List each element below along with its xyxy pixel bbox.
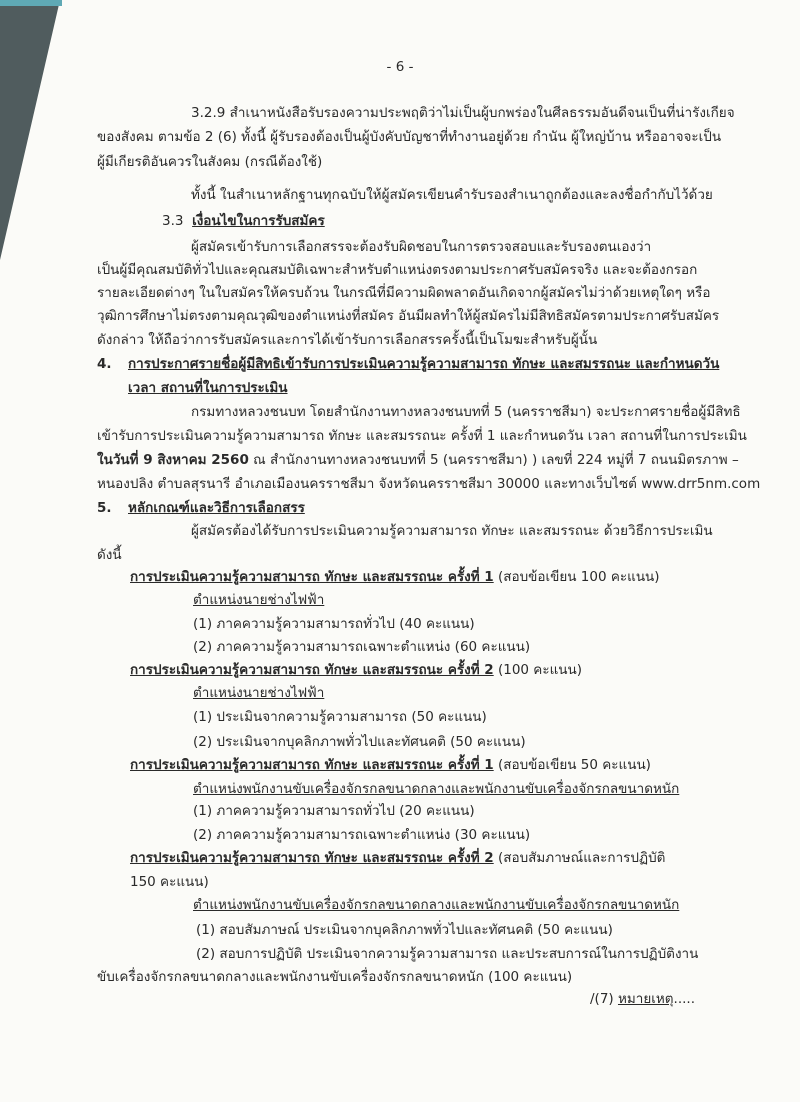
continuation-note: /(7) หมายเหตุ..... [590,991,696,1007]
assessment-item: (1) สอบสัมภาษณ์ ประเมินจากบุคลิกภาพทั่วไปและทัศนคติ (50 คะแนน) [196,922,613,938]
paragraph-line: เป็นผู้มีคุณสมบัติทั่วไปและคุณสมบัติเฉพาะสำหรับตำแหน่งตรงตามประกาศรับสมัครจริง และจะต้องกรอก [97,262,698,278]
paragraph-line: ผู้มีเกียรติอันควรในสังคม (กรณีต้องใช้) [97,154,323,170]
assessment-item: (2) สอบการปฏิบัติ ประเมินจากความรู้ความสามารถ และประสบการณ์ในการปฏิบัติงาน [196,946,699,962]
address-text: ณ สำนักงานทางหลวงชนบทที่ 5 (นครราชสีมา) ) เลขที่ 224 หมู่ที่ 7 ถนนมิตรภาพ – [248,452,739,468]
position-title: ตำแหน่งพนักงานขับเครื่องจักรกลขนาดกลางและพนักงานขับเครื่องจักรกลขนาดหนัก [193,781,680,797]
assessment-item: (1) ประเมินจากความรู้ความสามารถ (50 คะแนน) [193,709,487,725]
assessment-item: (1) ภาคความรู้ความสามารถทั่วไป (40 คะแนน) [193,616,475,632]
section-number: 5. [97,500,112,516]
paragraph-line: ดังนี้ [97,547,122,563]
assessment-heading: การประเมินความรู้ความสามารถ ทักษะ และสมรรถนะ ครั้งที่ 1 (สอบข้อเขียน 100 คะแนน) [130,569,660,585]
position-title: ตำแหน่งนายช่างไฟฟ้า [193,592,325,608]
section-heading-3-3 [162,211,325,231]
section-title: การประกาศรายชื่อผู้มีสิทธิเข้ารับการประเมินความรู้ความสามารถ ทักษะ และสมรรถนะ และกำหนดวัน [128,356,720,372]
position-title: ตำแหน่งพนักงานขับเครื่องจักรกลขนาดกลางและพนักงานขับเครื่องจักรกลขนาดหนัก [193,897,680,913]
paragraph-line: ของสังคม ตามข้อ 2 (6) ทั้งนี้ ผู้รับรองต้องเป็นผู้บังคับบัญชาที่ทำงานอยู่ด้วย กำนัน ผู้ใหญ่บ้าน หรืออาจจะเป็น [97,129,722,145]
assessment-heading: การประเมินความรู้ความสามารถ ทักษะ และสมรรถนะ ครั้งที่ 1 (สอบข้อเขียน 50 คะแนน) [130,757,651,773]
section-number: 3.3 [162,213,184,229]
section-title-cont: เวลา สถานที่ในการประเมิน [128,380,288,396]
announcement-date: ในวันที่ 9 สิงหาคม 2560 [97,452,249,468]
paragraph-line: ผู้สมัครเข้ารับการเลือกสรรจะต้องรับผิดชอบในการตรวจสอบและรับรองตนเองว่า [191,239,652,255]
scan-edge-accent [0,0,62,6]
section-title: หลักเกณฑ์และวิธีการเลือกสรร [128,500,305,516]
assessment-item-cont: ขับเครื่องจักรกลขนาดกลางและพนักงานขับเครื่องจักรกลขนาดหนัก (100 คะแนน) [97,969,573,985]
paragraph-line: วุฒิการศึกษาไม่ตรงตามคุณวุฒิของตำแหน่งที่สมัคร อันมีผลทำให้ผู้สมัครไม่มีสิทธิสมัครตามประกาศรับสมัคร [97,308,720,324]
section-number: 4. [97,356,112,372]
paragraph-line: ทั้งนี้ ในสำเนาหลักฐานทุกฉบับให้ผู้สมัครเขียนคำรับรองสำเนาถูกต้องและลงชื่อกำกับไว้ด้วย [191,187,713,203]
paragraph-line: ดังกล่าว ให้ถือว่าการรับสมัครและการได้เข้ารับการเลือกสรรครั้งนี้เป็นโมฆะสำหรับผู้นั้น [97,332,598,348]
position-title: ตำแหน่งนายช่างไฟฟ้า [193,685,325,701]
paragraph-line [97,450,739,470]
page-number: - 6 - [386,59,414,75]
assessment-item: (2) ภาคความรู้ความสามารถเฉพาะตำแหน่ง (60 คะแนน) [193,639,531,655]
assessment-heading-cont: 150 คะแนน) [130,874,209,890]
paragraph-line: รายละเอียดต่างๆ ในใบสมัครให้ครบถ้วน ในกรณีที่มีความผิดพลาดอันเกิดจากผู้สมัครไม่ว่าด้วยเหตุใดๆ หรือ [97,285,711,301]
section-title: เงื่อนไขในการรับสมัคร [192,213,325,229]
assessment-item: (1) ภาคความรู้ความสามารถทั่วไป (20 คะแนน) [193,803,475,819]
assessment-heading: การประเมินความรู้ความสามารถ ทักษะ และสมรรถนะ ครั้งที่ 2 (100 คะแนน) [130,662,583,678]
assessment-heading: การประเมินความรู้ความสามารถ ทักษะ และสมรรถนะ ครั้งที่ 2 (สอบสัมภาษณ์และการปฏิบัติ [130,850,666,866]
paragraph-line: กรมทางหลวงชนบท โดยสำนักงานทางหลวงชนบทที่ 5 (นครราชสีมา) จะประกาศรายชื่อผู้มีสิทธิ [191,404,741,420]
assessment-item: (2) ภาคความรู้ความสามารถเฉพาะตำแหน่ง (30 คะแนน) [193,827,531,843]
scan-edge [0,0,60,260]
paragraph-line: ผู้สมัครต้องได้รับการประเมินความรู้ความสามารถ ทักษะ และสมรรถนะ ด้วยวิธีการประเมิน [191,523,713,539]
paragraph-line: 3.2.9 สำเนาหนังสือรับรองความประพฤติว่าไม่เป็นผู้บกพร่องในศีลธรรมอันดีจนเป็นที่น่ารังเกียจ [191,105,735,121]
paragraph-line: เข้ารับการประเมินความรู้ความสามารถ ทักษะ และสมรรถนะ ครั้งที่ 1 และกำหนดวัน เวลา สถานที่ในการประเมิน [97,428,747,444]
paragraph-line: หนองปลิง ตำบลสุรนารี อำเภอเมืองนครราชสีมา จังหวัดนครราชสีมา 30000 และทางเว็บไซต์ www.drr5nm.com [97,476,761,492]
assessment-item: (2) ประเมินจากบุคลิกภาพทั่วไปและทัศนคติ (50 คะแนน) [193,734,526,750]
